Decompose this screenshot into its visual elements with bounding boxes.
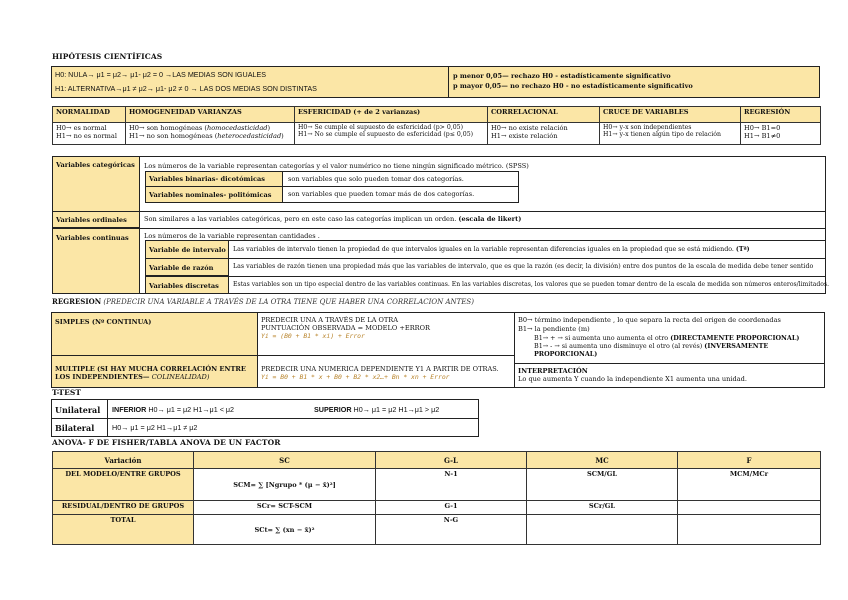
- anova-sc-modelo: SCM= ∑ [Ngrupo * (μ − x̄)²]: [194, 469, 376, 501]
- cat-label-cell: [52, 156, 140, 212]
- anova-gl-total: N-G: [376, 515, 527, 545]
- col-esfericidad: ESFERICIDAD (+ de 2 varianzas): [295, 107, 488, 123]
- anova-sc-residual: SCr= SCT-SCM: [194, 501, 376, 515]
- b1-neg-text: B1→ - → si aumenta uno disminuye el otro (al revés) (INVERSAMENTE PROPORCIONAL): [534, 342, 769, 358]
- simple-line2: PUNTUACIÓN OBSERVADA = MODELO +ERROR: [261, 324, 431, 332]
- esfer-h0: H0→ Se cumple el supuesto de esfericidad (p> 0,05): [298, 124, 464, 131]
- simple-label: SIMPLES (Nº CONTINUA): [55, 318, 152, 326]
- supuestos-table: [52, 106, 821, 145]
- dis-label: Variables discretas: [149, 282, 219, 290]
- regresion-heading: [52, 298, 474, 306]
- b1-text: B1→ la pendiente (m): [518, 325, 590, 333]
- ttest-block: [51, 399, 479, 437]
- nom-label: Variables nominales- politómicas: [149, 191, 272, 199]
- divider: [514, 363, 824, 364]
- divider: [52, 418, 478, 419]
- multi-label: MULTIPLE (SI HAY MUCHA CORRELACIÓN ENTRE LOS INDEPENDIENTES— COLINEALIDAD): [55, 365, 246, 381]
- inferior-line: INFERIOR H0→ μ1 = μ2 H1→μ1 < μ2: [112, 405, 235, 414]
- b1-pos-text: B1→ + → si aumenta uno aumenta el otro (DIRECTAMENTE PROPORCIONAL): [534, 334, 800, 342]
- ord-text-line: Son similares a las variables categóricas, pero en este caso las categorías implican un orden. (escala de likert): [144, 215, 522, 223]
- bilateral-label: Bilateral: [55, 423, 95, 433]
- simple-label-cell: [51, 312, 258, 356]
- p-menor: p menor 0,05— rechazo H0 - estadísticamente significativo: [453, 72, 671, 80]
- anova-col-mc: MC: [527, 452, 678, 469]
- divider: [146, 276, 825, 277]
- int-label-cell: [145, 240, 229, 259]
- col-cruce: CRUCE DE VARIABLES: [600, 107, 741, 123]
- multi-label-cell: [51, 355, 258, 388]
- simple-line1: PREDECIR UNA A TRAVÉS DE LA OTRA: [261, 316, 399, 324]
- supuestos-header-row: [53, 107, 821, 123]
- cell-homogeneidad: [126, 123, 295, 145]
- esfer-h1: H1→ No se cumple el supuesto de esfericidad (p≤ 0,05): [298, 131, 474, 138]
- raz-text: Las variables de razón tienen una propiedad más que las variables de intervalo, que es que la razón (es decir, la división) entre dos puntos de la escala de medida debe tener sentido: [233, 263, 814, 270]
- cont-label: Variables continuas: [56, 234, 129, 242]
- simple-formula: Yi = (B0 + B1 * xi) + Error: [261, 332, 365, 340]
- superior-line: SUPERIOR H0→ μ1 = μ2 H1→μ1 > μ2: [314, 405, 440, 414]
- anova-row-total: [53, 515, 821, 545]
- cell-normalidad: [53, 123, 126, 145]
- cruce-h0: H0→ y-x son independientes: [603, 124, 692, 131]
- p-mayor: p mayor 0,05— no rechazo H0 - no estadísticamente significativo: [453, 82, 693, 90]
- multi-formula: Yi = B0 + B1 * x + B0 + B2 * x2…+ Bn * xn + Error: [261, 373, 450, 381]
- correl-h0: H0→ no existe relación: [491, 124, 568, 132]
- anova-col-gl: G-L: [376, 452, 527, 469]
- cell-esfericidad: [295, 123, 488, 145]
- interp-title: INTERPRETACIÓN: [518, 367, 588, 375]
- int-label: Variable de intervalo: [149, 246, 226, 254]
- bin-label: Variables binarias- dicotómicas: [149, 175, 265, 183]
- normal-h0: H0→ es normal: [56, 124, 107, 132]
- anova-col-sc: SC: [194, 452, 376, 469]
- divider: [282, 186, 519, 187]
- anova-row-residual: [53, 501, 821, 515]
- dis-text: Estas variables son un tipo especial dentro de las variables continuas. En las variables discretas, los valores que se pueden tomar dentro de la escala de medida son números enteros/limitados.: [233, 281, 830, 288]
- supuestos-body-row: [53, 123, 821, 145]
- anova-mc-modelo: SCM/GL: [527, 469, 678, 501]
- regre-h0: H0→ B1=0: [744, 124, 781, 132]
- col-homogeneidad: HOMOGENEIDAD VARIANZAS: [126, 107, 295, 123]
- cont-text: Los números de la variable representan cantidades .: [144, 232, 320, 240]
- dis-label-cell: [145, 276, 229, 294]
- h0-text: H0: NULA→ μ1 = μ2→ μ1- μ2 = 0 →LAS MEDIAS SON IGUALES: [55, 70, 267, 79]
- bin-text: son variables que solo pueden tomar dos categorías.: [288, 175, 464, 183]
- cat-text: Los números de la variable representan categorías y el valor numérico no tiene ningún significado métrico. (SPSS): [144, 162, 529, 170]
- divider: [146, 258, 825, 259]
- anova-mc-residual: SCr/GL: [527, 501, 678, 515]
- regresion-block: [51, 312, 825, 388]
- ord-label: Variables ordinales: [56, 216, 127, 224]
- divider: [53, 211, 825, 212]
- divider: [258, 355, 514, 356]
- regresion-title: REGRESION: [52, 297, 102, 306]
- homog-h1: H1→ no son homogéneas (heterocedasticidad): [129, 132, 284, 140]
- anova-gl-residual: G-1: [376, 501, 527, 515]
- col-regresion: REGRESIÓN: [741, 107, 821, 123]
- anova-col-variacion: Variación: [53, 452, 194, 469]
- cat-subtable: [145, 171, 519, 203]
- ttest-title: T-TEST: [52, 388, 82, 397]
- regre-h1: H1→ B1≠0: [744, 132, 781, 140]
- cont-label-cell: [52, 228, 140, 294]
- hipotesis-box: [51, 66, 449, 98]
- col-correlacional: CORRELACIONAL: [488, 107, 600, 123]
- cont-subtable: [145, 240, 830, 294]
- homog-h0: H0→ son homogéneas (homocedasticidad): [129, 124, 271, 132]
- cell-correlacional: [488, 123, 600, 145]
- anova-table: [52, 451, 821, 545]
- anova-mc-total: [527, 515, 678, 545]
- normal-h1: H1→ no es normal: [56, 132, 117, 140]
- divider: [107, 400, 108, 436]
- divider: [514, 313, 515, 387]
- anova-label-modelo: DEL MODELO/ENTRE GRUPOS: [53, 469, 194, 501]
- anova-gl-modelo: N-1: [376, 469, 527, 501]
- cell-cruce: [600, 123, 741, 145]
- bin-label-cell: [145, 171, 283, 187]
- col-normalidad: NORMALIDAD: [53, 107, 126, 123]
- anova-title: ANOVA- F DE FISHER/TABLA ANOVA DE UN FACTOR: [52, 438, 281, 447]
- bilateral-text: H0→ μ1 = μ2 H1→μ1 ≠ μ2: [112, 423, 198, 432]
- cruce-h1: H1→ y-x tienen algún tipo de relación: [603, 131, 721, 138]
- regresion-subtitle: (PREDECIR UNA VARIABLE A TRAVÉS DE LA OTRA TIENE QUE HABER UNA CORRELACION ANTES): [103, 298, 474, 306]
- int-text-line: Las variables de intervalo tienen la propiedad de que intervalos iguales en la variable representan diferencias iguales en la propiedad que se está midiendo. (Tª): [233, 246, 750, 253]
- raz-label: Variable de razón: [149, 264, 214, 272]
- anova-sc-total: SCt= ∑ (xn − x̄)²: [194, 515, 376, 545]
- divider: [53, 228, 825, 229]
- nom-text: son variables que pueden tomar más de dos categorías.: [288, 190, 475, 198]
- anova-col-f: F: [678, 452, 821, 469]
- interp-text: Lo que aumenta Y cuando la independiente X1 aumenta una unidad.: [518, 375, 747, 383]
- hipotesis-title: HIPÓTESIS CIENTÍFICAS: [52, 52, 163, 61]
- p-value-box: [448, 66, 820, 98]
- anova-f-total: [678, 515, 821, 545]
- raz-label-cell: [145, 258, 229, 276]
- anova-f-modelo: MCM/MCr: [678, 469, 821, 501]
- variables-block: [52, 156, 830, 294]
- anova-row-modelo: [53, 469, 821, 501]
- multi-line1: PREDECIR UNA NUMERICA DEPENDIENTE Y1 A PARTIR DE OTRAS.: [261, 365, 499, 373]
- cat-label: Variables categóricas: [56, 161, 135, 169]
- cell-regresion: [741, 123, 821, 145]
- b0-text: B0→ término independiente , lo que separa la recta del origen de coordenadas: [518, 316, 781, 324]
- unilateral-label: Unilateral: [55, 405, 101, 415]
- anova-label-residual: RESIDUAL/DENTRO DE GRUPOS: [53, 501, 194, 515]
- ord-label-cell: [52, 211, 140, 228]
- anova-f-residual: [678, 501, 821, 515]
- nom-label-cell: [145, 186, 283, 203]
- anova-header-row: [53, 452, 821, 469]
- h1-text: H1: ALTERNATIVA→μ1 ≠ μ2→ μ1- μ2 ≠ 0 → LAS DOS MEDIAS SON DISTINTAS: [55, 84, 317, 93]
- anova-label-total: TOTAL: [53, 515, 194, 545]
- correl-h1: H1→ existe relación: [491, 132, 558, 140]
